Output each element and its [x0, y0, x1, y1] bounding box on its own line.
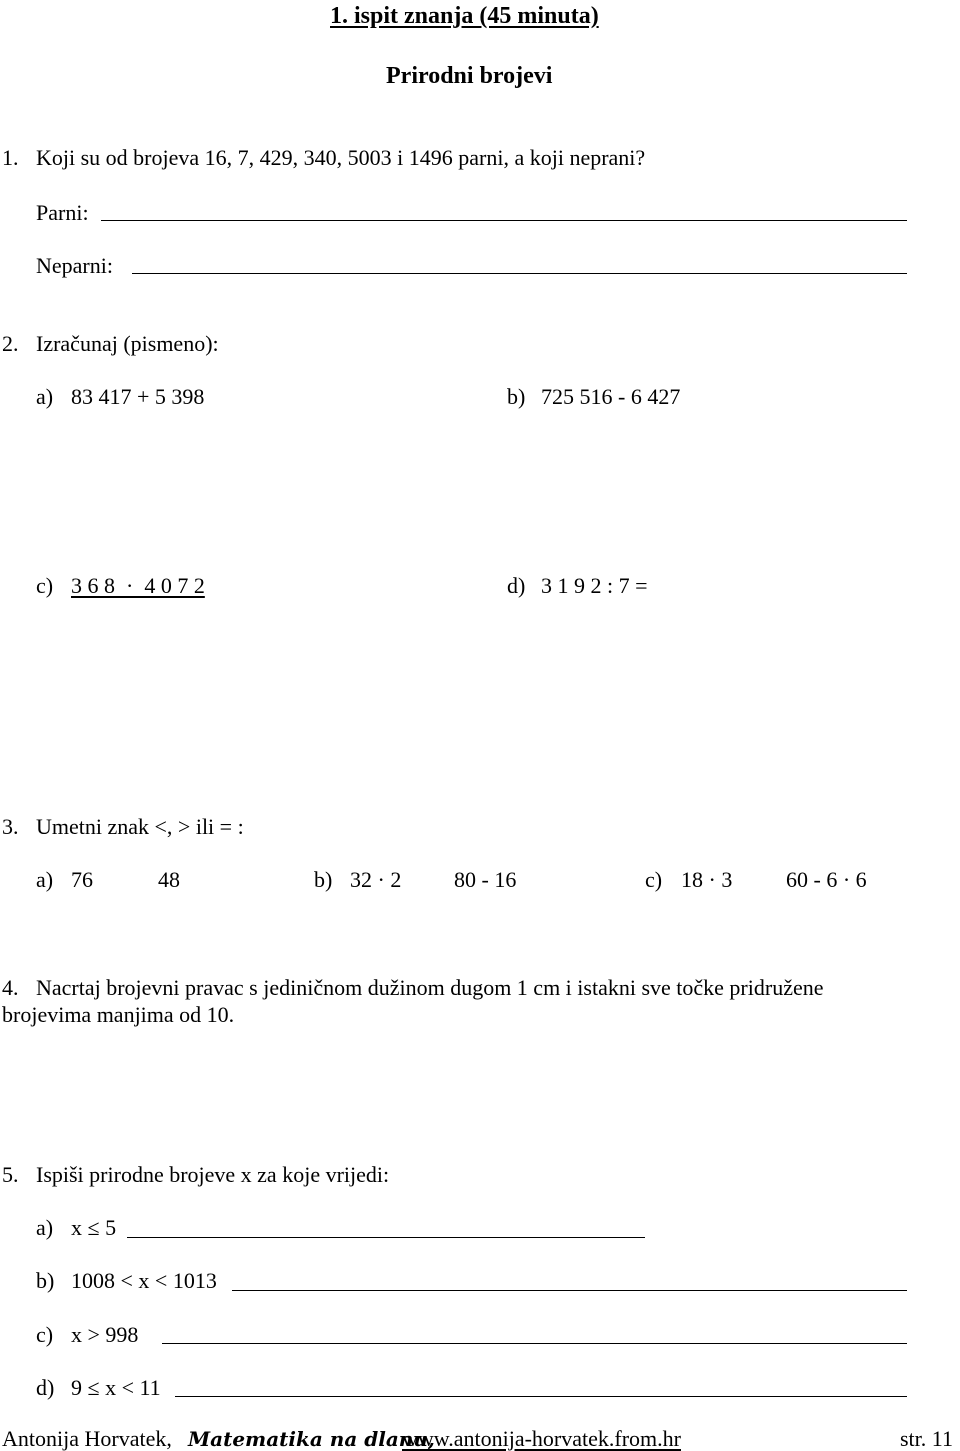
q2-c-expr: 3 6 8 · 4 0 7 2: [71, 573, 205, 598]
q2-d-expr: 3 1 9 2 : 7 =: [541, 573, 648, 598]
q1-number: 1.: [2, 145, 19, 170]
q1-odd-answer-line[interactable]: [132, 273, 907, 274]
q2-b-label: b): [507, 384, 526, 409]
q2-a-expr: 83 417 + 5 398: [71, 384, 205, 409]
q3-b-right: 80 - 16: [454, 867, 517, 892]
q5-c-answer-line[interactable]: [162, 1343, 907, 1344]
q5-d-label: d): [36, 1375, 55, 1400]
q5-text: Ispiši prirodne brojeve x za koje vrijedi:: [36, 1162, 390, 1187]
q3-b-left: 32 · 2: [350, 867, 402, 892]
q2-b-expr: 725 516 - 6 427: [541, 384, 681, 409]
q5-c-label: c): [36, 1322, 54, 1347]
q2-a-label: a): [36, 384, 54, 409]
q4-number: 4.: [2, 975, 19, 1000]
q5-b-expr: 1008 < x < 1013: [71, 1268, 217, 1293]
q3-a-right: 48: [158, 867, 180, 892]
q3-c-right: 60 - 6 · 6: [786, 867, 867, 892]
q1-even-answer-line[interactable]: [101, 220, 907, 221]
q3-c-label: c): [645, 867, 663, 892]
q5-d-expr: 9 ≤ x < 11: [71, 1375, 161, 1400]
q5-a-answer-line[interactable]: [127, 1237, 645, 1238]
q4-text-line1: Nacrtaj brojevni pravac s jediničnom dužinom dugom 1 cm i istakni sve točke pridružene: [36, 975, 824, 1000]
q1-text: Koji su od brojeva 16, 7, 429, 340, 5003 i 1496 parni, a koji neprani?: [36, 145, 646, 170]
q5-b-label: b): [36, 1268, 55, 1293]
q2-text: Izračunaj (pismeno):: [36, 331, 219, 356]
q3-a-label: a): [36, 867, 54, 892]
q5-a-expr: x ≤ 5: [71, 1215, 117, 1240]
subject-title: Prirodni brojevi: [386, 63, 553, 89]
q3-number: 3.: [2, 814, 19, 839]
exam-title: 1. ispit znanja (45 minuta): [330, 3, 599, 29]
q2-c-label: c): [36, 573, 54, 598]
q5-c-expr: x > 998: [71, 1322, 139, 1347]
q3-c-left: 18 · 3: [681, 867, 733, 892]
q3-b-label: b): [314, 867, 333, 892]
q5-number: 5.: [2, 1162, 19, 1187]
q2-d-label: d): [507, 573, 526, 598]
q5-a-label: a): [36, 1215, 54, 1240]
q1-odd-label: Neparni:: [36, 253, 113, 278]
footer-author: Antonija Horvatek,: [2, 1426, 172, 1451]
q2-number: 2.: [2, 331, 19, 356]
q5-d-answer-line[interactable]: [175, 1396, 907, 1397]
footer-page-number: str. 11: [900, 1426, 953, 1451]
q1-even-label: Parni:: [36, 200, 89, 225]
q5-b-answer-line[interactable]: [232, 1290, 907, 1291]
q4-text-line2: brojevima manjima od 10.: [2, 1002, 235, 1027]
footer-book: Matematika na dlanu,: [188, 1427, 435, 1451]
q3-text: Umetni znak <, > ili = :: [36, 814, 244, 839]
footer-url-link[interactable]: www.antonija-horvatek.from.hr: [402, 1426, 681, 1451]
q3-a-left: 76: [71, 867, 93, 892]
